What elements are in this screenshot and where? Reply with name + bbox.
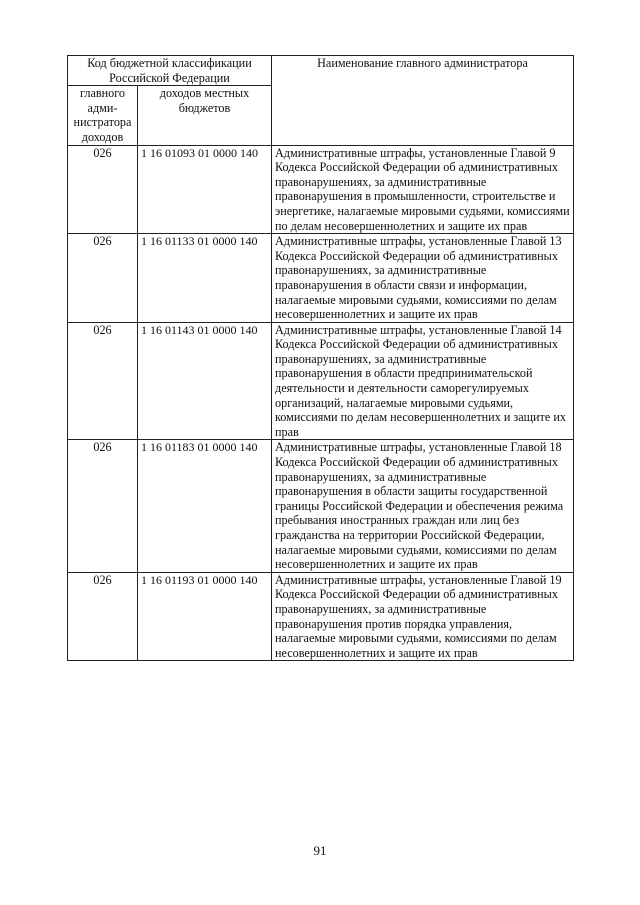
admin-code-cell: 026 [68, 322, 138, 440]
table-row [68, 572, 574, 661]
admin-code-cell: 026 [68, 145, 138, 234]
admin-code-cell: 026 [68, 234, 138, 323]
budget-classification-code-header: Код бюджетной классификации Российской Федерации [68, 56, 272, 86]
administrator-name-cell: Административные штрафы, установленные Главой 19 Кодекса Российской Федерации об административных правонарушениях, за административные правонарушения против порядка управления, налагаемые мировыми судьями, комиссиями по делам несовершеннолетних и защите их прав [272, 572, 574, 661]
admin-code-cell: 026 [68, 440, 138, 572]
income-code-cell: 1 16 01183 01 0000 140 [138, 440, 272, 572]
administrator-name-cell: Административные штрафы, установленные Главой 18 Кодекса Российской Федерации об административных правонарушениях, за административные правонарушения в области защиты государственной границы Российской Федерации и обеспечения режима пребывания иностранных граждан или лиц без гражданства на территории Российской Федерации, налагаемые мировыми судьями, комиссиями по делам несовершеннолетних и защите их прав [272, 440, 574, 572]
budget-classification-table [67, 55, 574, 661]
table-row [68, 145, 574, 234]
table-row [68, 440, 574, 572]
income-code-cell: 1 16 01093 01 0000 140 [138, 145, 272, 234]
admin-code-cell: 026 [68, 572, 138, 661]
income-code-cell: 1 16 01133 01 0000 140 [138, 234, 272, 323]
table-body [68, 145, 574, 661]
local-budget-income-code-header: доходов местных бюджетов [138, 86, 272, 145]
table-header-row-group [68, 56, 574, 86]
administrator-name-cell: Административные штрафы, установленные Главой 9 Кодекса Российской Федерации об административных правонарушениях, за административные правонарушения в промышленности, строительстве и энергетике, налагаемые мировыми судьями, комиссиями по делам несовершеннолетних и защите их прав [272, 145, 574, 234]
administrator-name-cell: Административные штрафы, установленные Главой 14 Кодекса Российской Федерации об административных правонарушениях, за административные правонарушения в области предпринимательской деятельности и деятельности саморегулируемых организаций, налагаемые мировыми судьями, комиссиями по делам несовершеннолетних и защите их прав [272, 322, 574, 440]
administrator-name-header: Наименование главного администратора [272, 56, 574, 146]
main-administrator-code-header: главного адми-нистратора доходов [68, 86, 138, 145]
income-code-cell: 1 16 01193 01 0000 140 [138, 572, 272, 661]
page-number: 91 [313, 843, 327, 858]
table-row [68, 322, 574, 440]
table-row [68, 234, 574, 323]
income-code-cell: 1 16 01143 01 0000 140 [138, 322, 272, 440]
administrator-name-cell: Административные штрафы, установленные Главой 13 Кодекса Российской Федерации об административных правонарушениях, за административные правонарушения в области связи и информации, налагаемые мировыми судьями, комиссиями по делам несовершеннолетних и защите их прав [272, 234, 574, 323]
